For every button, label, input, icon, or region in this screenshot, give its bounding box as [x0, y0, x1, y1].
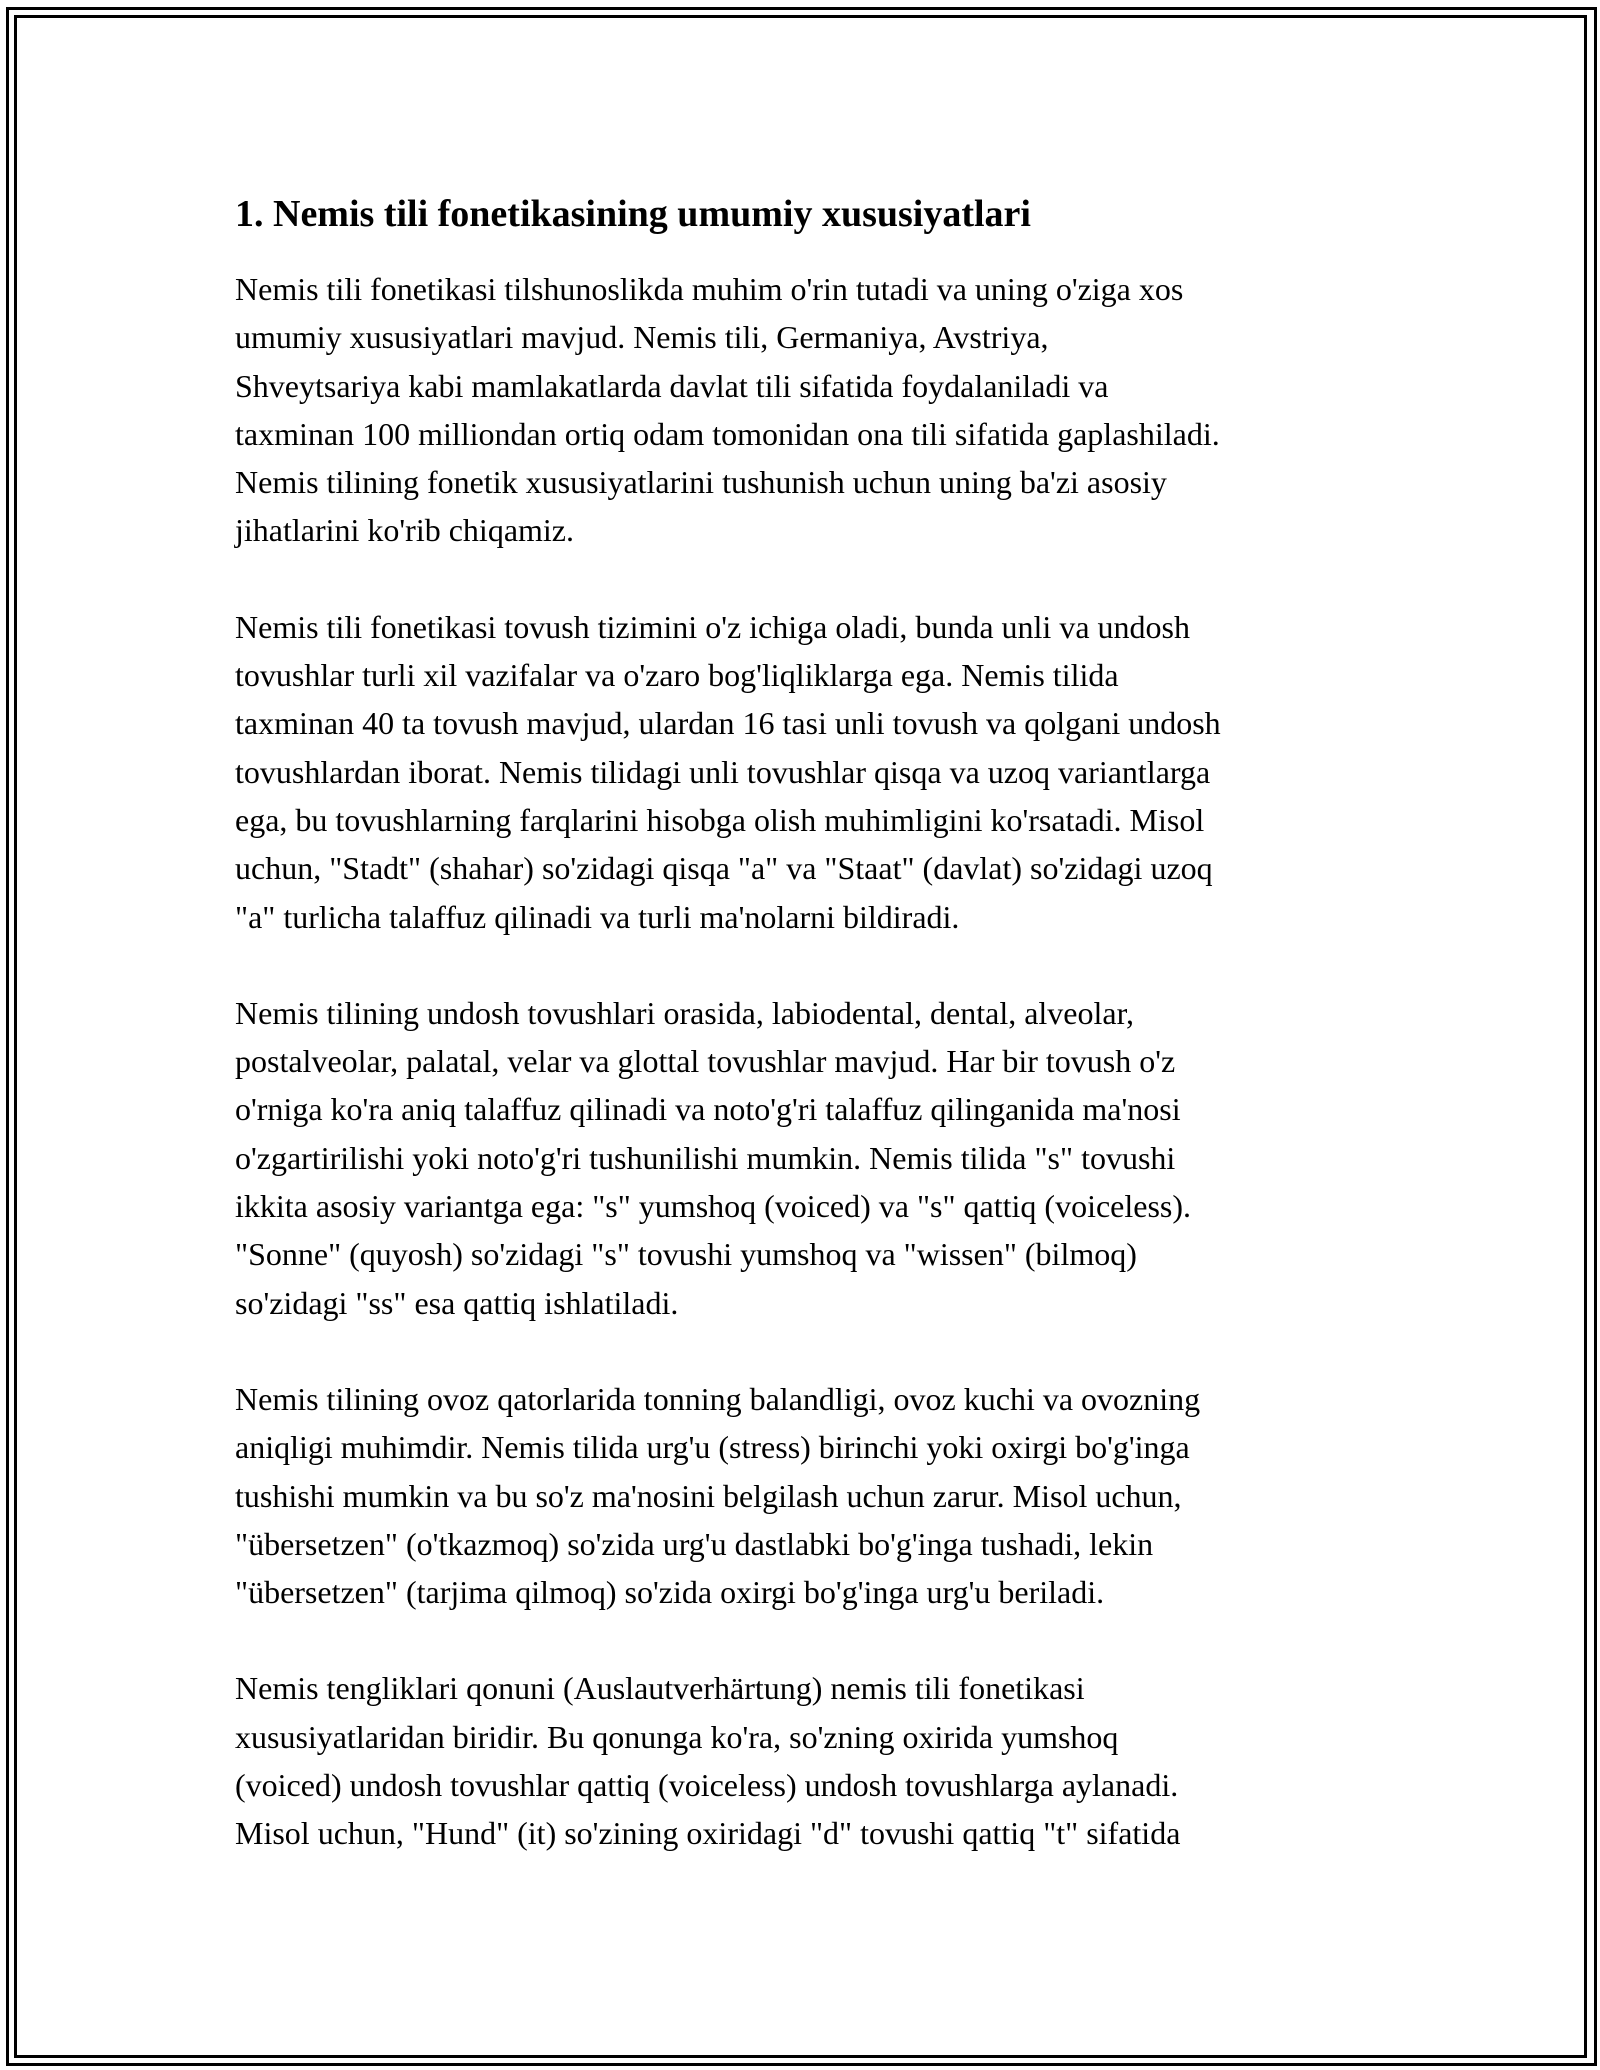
paragraph-line: ikkita asosiy variantga ega: "s" yumshoq (voiced) va "s" qattiq (voiceless).: [235, 1188, 1192, 1225]
paragraph-line: umumiy xususiyatlari mavjud. Nemis tili, Germaniya, Avstriya,: [235, 319, 1049, 356]
paragraph-line: Nemis tilining fonetik xususiyatlarini tushunish uchun uning ba'zi asosiy: [235, 464, 1167, 501]
paragraph-line: postalveolar, palatal, velar va glottal tovushlar mavjud. Har bir tovush o'z: [235, 1043, 1176, 1080]
paragraph-line: Nemis tilining undosh tovushlari orasida, labiodental, dental, alveolar,: [235, 994, 1134, 1031]
paragraph-line: o'zgartirilishi yoki noto'g'ri tushunilishi mumkin. Nemis tilida "s" tovushi: [235, 1139, 1176, 1176]
section-heading: 1. Nemis tili fonetikasining umumiy xususiyatlari: [235, 193, 1031, 235]
paragraph-line: "übersetzen" (tarjima qilmoq) so'zida oxirgi bo'g'inga urg'u beriladi.: [235, 1574, 1105, 1611]
paragraph-line: "übersetzen" (o'tkazmoq) so'zida urg'u dastlabki bo'g'inga tushadi, lekin: [235, 1525, 1154, 1562]
paragraph: [235, 1664, 1375, 1857]
paragraph-line: Shveytsariya kabi mamlakatlarda davlat tili sifatida foydalaniladi va: [235, 367, 1109, 404]
paragraph-line: o'rniga ko'ra aniq talaffuz qilinadi va noto'g'ri talaffuz qilinganida ma'nosi: [235, 1091, 1181, 1128]
paragraph-line: (voiced) undosh tovushlar qattiq (voiceless) undosh tovushlarga aylanadi.: [235, 1767, 1179, 1804]
paragraph-line: "a" turlicha talaffuz qilinadi va turli ma'nolarni bildiradi.: [235, 898, 960, 935]
paragraph-line: uchun, "Stadt" (shahar) so'zidagi qisqa "a" va "Staat" (davlat) so'zidagi uzoq: [235, 850, 1213, 887]
paragraph-line: so'zidagi "ss" esa qattiq ishlatiladi.: [235, 1284, 679, 1321]
paragraph-line: tovushlardan iborat. Nemis tilidagi unli tovushlar qisqa va uzoq variantlarga: [235, 753, 1211, 790]
paragraph-line: Nemis tili fonetikasi tovush tizimini o'z ichiga oladi, bunda unli va undosh: [235, 608, 1190, 645]
paragraph-line: xususiyatlaridan biridir. Bu qonunga ko'ra, so'zning oxirida yumshoq: [235, 1718, 1119, 1755]
paragraph-line: Nemis tili fonetikasi tilshunoslikda muhim o'rin tutadi va uning o'ziga xos: [235, 271, 1184, 307]
paragraph-line: tushishi mumkin va bu so'z ma'nosini belgilash uchun zarur. Misol uchun,: [235, 1477, 1182, 1514]
paragraph-line: "Sonne" (quyosh) so'zidagi "s" tovushi yumshoq va "wissen" (bilmoq): [235, 1236, 1137, 1273]
paragraph-line: jihatlarini ko'rib chiqamiz.: [235, 512, 574, 549]
paragraph-list: [235, 265, 1375, 1858]
document-body: [235, 186, 1375, 1906]
paragraph-line: Nemis tilining ovoz qatorlarida tonning balandligi, ovoz kuchi va ovozning: [235, 1380, 1201, 1417]
paragraph: [235, 989, 1375, 1327]
paragraph-line: taxminan 100 milliondan ortiq odam tomonidan ona tili sifatida gaplashiladi.: [235, 415, 1220, 452]
paragraph: [235, 265, 1375, 555]
paragraph-line: Misol uchun, "Hund" (it) so'zining oxiridagi "d" tovushi qattiq "t" sifatida: [235, 1815, 1181, 1852]
paragraph-line: ega, bu tovushlarning farqlarini hisobga olish muhimligini ko'rsatadi. Misol: [235, 801, 1205, 838]
paragraph-line: aniqligi muhimdir. Nemis tilida urg'u (stress) birinchi yoki oxirgi bo'g'inga: [235, 1429, 1190, 1466]
paragraph-line: tovushlar turli xil vazifalar va o'zaro bog'liqliklarga ega. Nemis tilida: [235, 657, 1119, 694]
paragraph-line: taxminan 40 ta tovush mavjud, ulardan 16 tasi unli tovush va qolgani undosh: [235, 705, 1221, 742]
paragraph-line: Nemis tengliklari qonuni (Auslautverhärtung) nemis tili fonetikasi: [235, 1670, 1085, 1707]
paragraph: [235, 603, 1375, 941]
paragraph: [235, 1375, 1375, 1616]
